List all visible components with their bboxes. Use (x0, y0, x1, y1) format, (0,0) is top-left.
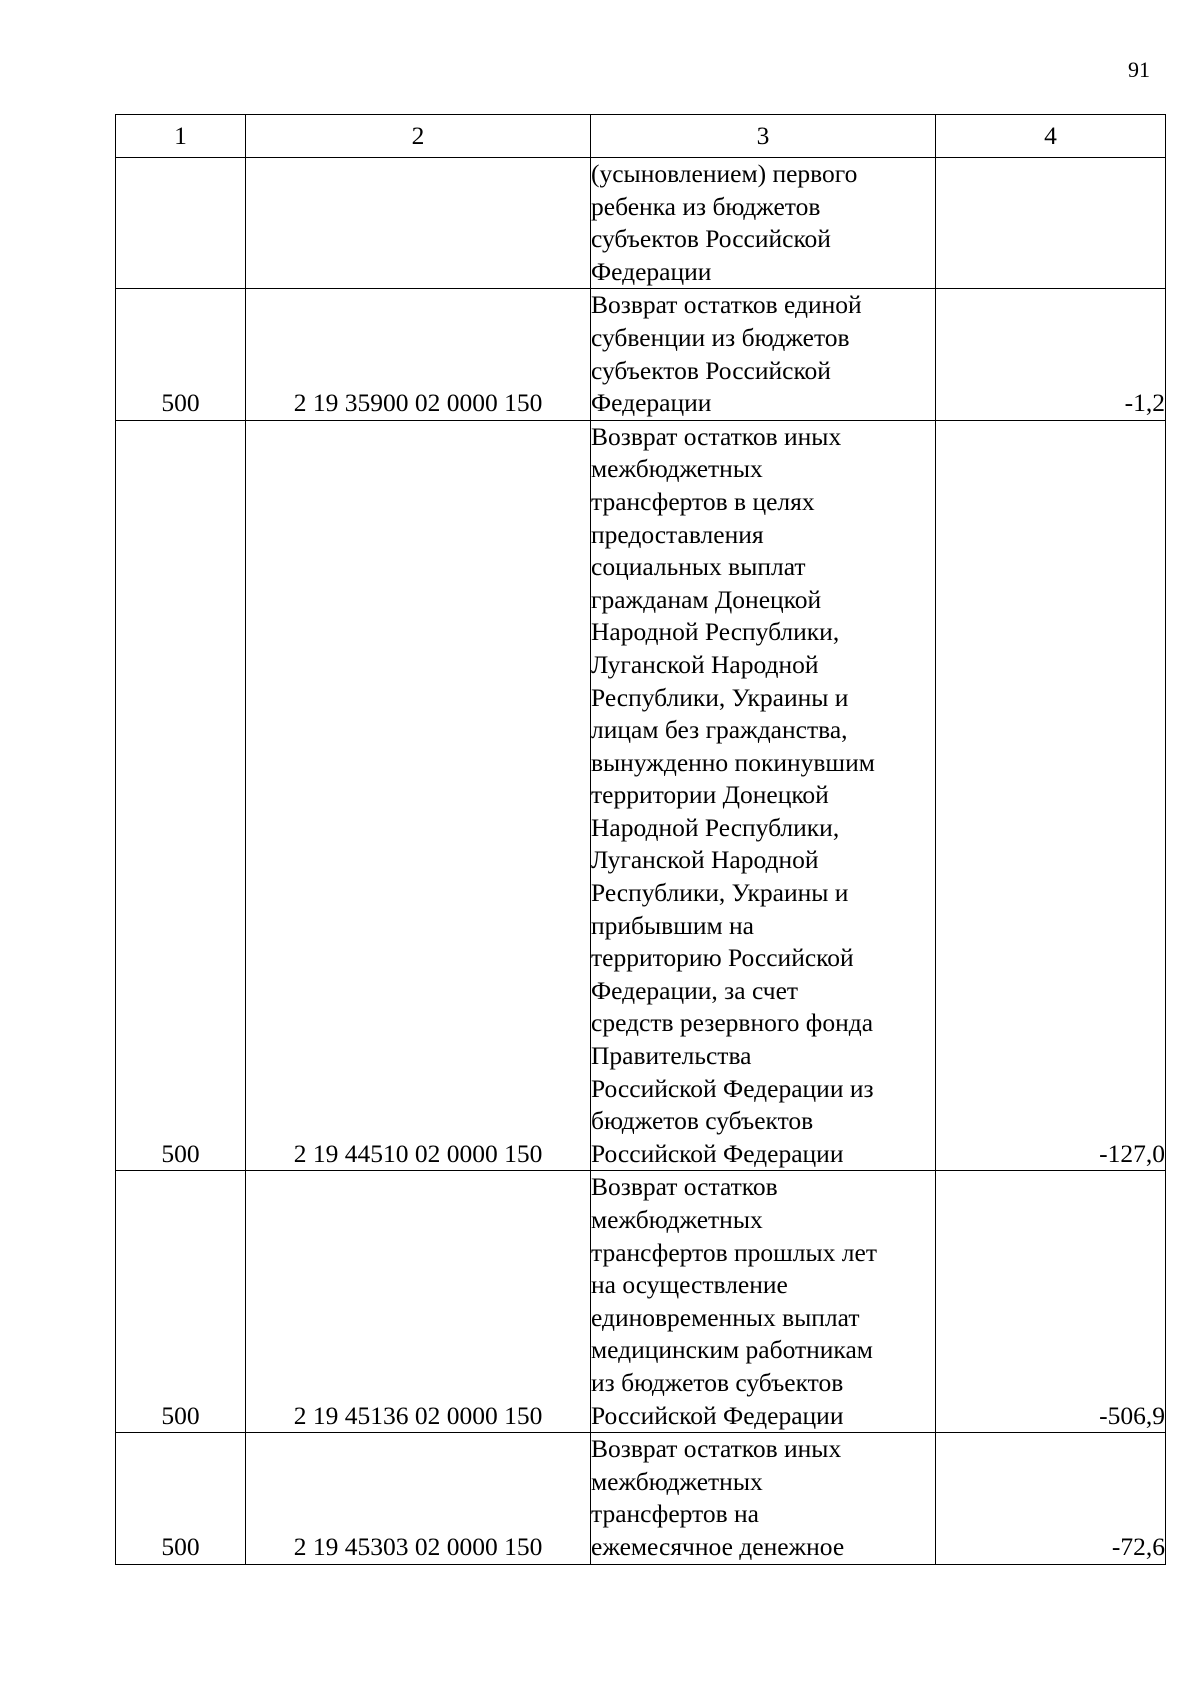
header-col-4: 4 (936, 115, 1166, 158)
admin-code-cell: 500 (116, 420, 246, 1171)
table-row (116, 1433, 1166, 1564)
header-col-2: 2 (246, 115, 591, 158)
table-body (116, 158, 1166, 1565)
table-header (116, 115, 1166, 158)
income-name-cell: Возврат остатков иных межбюджетных трансфертов на ежемесячное денежное (591, 1433, 936, 1564)
budget-table (115, 114, 1166, 1565)
amount-cell: -127,0 (936, 420, 1166, 1171)
table-row (116, 158, 1166, 289)
amount-cell: -72,6 (936, 1433, 1166, 1564)
admin-code-cell: 500 (116, 289, 246, 420)
header-row (116, 115, 1166, 158)
table-row (116, 289, 1166, 420)
budget-code-cell: 2 19 45303 02 0000 150 (246, 1433, 591, 1564)
amount-cell: -506,9 (936, 1171, 1166, 1433)
income-name-cell: (усыновлением) первого ребенка из бюджетов субъектов Российской Федерации (591, 158, 936, 289)
page-number: 91 (1128, 57, 1150, 82)
table-row (116, 420, 1166, 1171)
header-col-1: 1 (116, 115, 246, 158)
amount-cell: -1,2 (936, 289, 1166, 420)
budget-code-cell (246, 158, 591, 289)
budget-code-cell: 2 19 44510 02 0000 150 (246, 420, 591, 1171)
admin-code-cell (116, 158, 246, 289)
income-name-cell: Возврат остатков единой субвенции из бюджетов субъектов Российской Федерации (591, 289, 936, 420)
budget-code-cell: 2 19 45136 02 0000 150 (246, 1171, 591, 1433)
table-row (116, 1171, 1166, 1433)
budget-code-cell: 2 19 35900 02 0000 150 (246, 289, 591, 420)
amount-cell (936, 158, 1166, 289)
admin-code-cell: 500 (116, 1433, 246, 1564)
income-name-cell: Возврат остатков межбюджетных трансфертов прошлых лет на осуществление единовременных выплат медицинским работникам из бюджетов субъектов Российской Федерации (591, 1171, 936, 1433)
admin-code-cell: 500 (116, 1171, 246, 1433)
income-name-cell: Возврат остатков иных межбюджетных трансфертов в целях предоставления социальных выплат гражданам Донецкой Народной Республики, Луганской Народной Республики, Украины и лицам без гражданства, вынужденно покинувшим территории Донецкой Народной Республики, Луганской Народной Республики, Украины и прибывшим на территорию Российской Федерации, за счет средств резервного фонда Правительства Российской Федерации из бюджетов субъектов Российской Федерации (591, 420, 936, 1171)
header-col-3: 3 (591, 115, 936, 158)
